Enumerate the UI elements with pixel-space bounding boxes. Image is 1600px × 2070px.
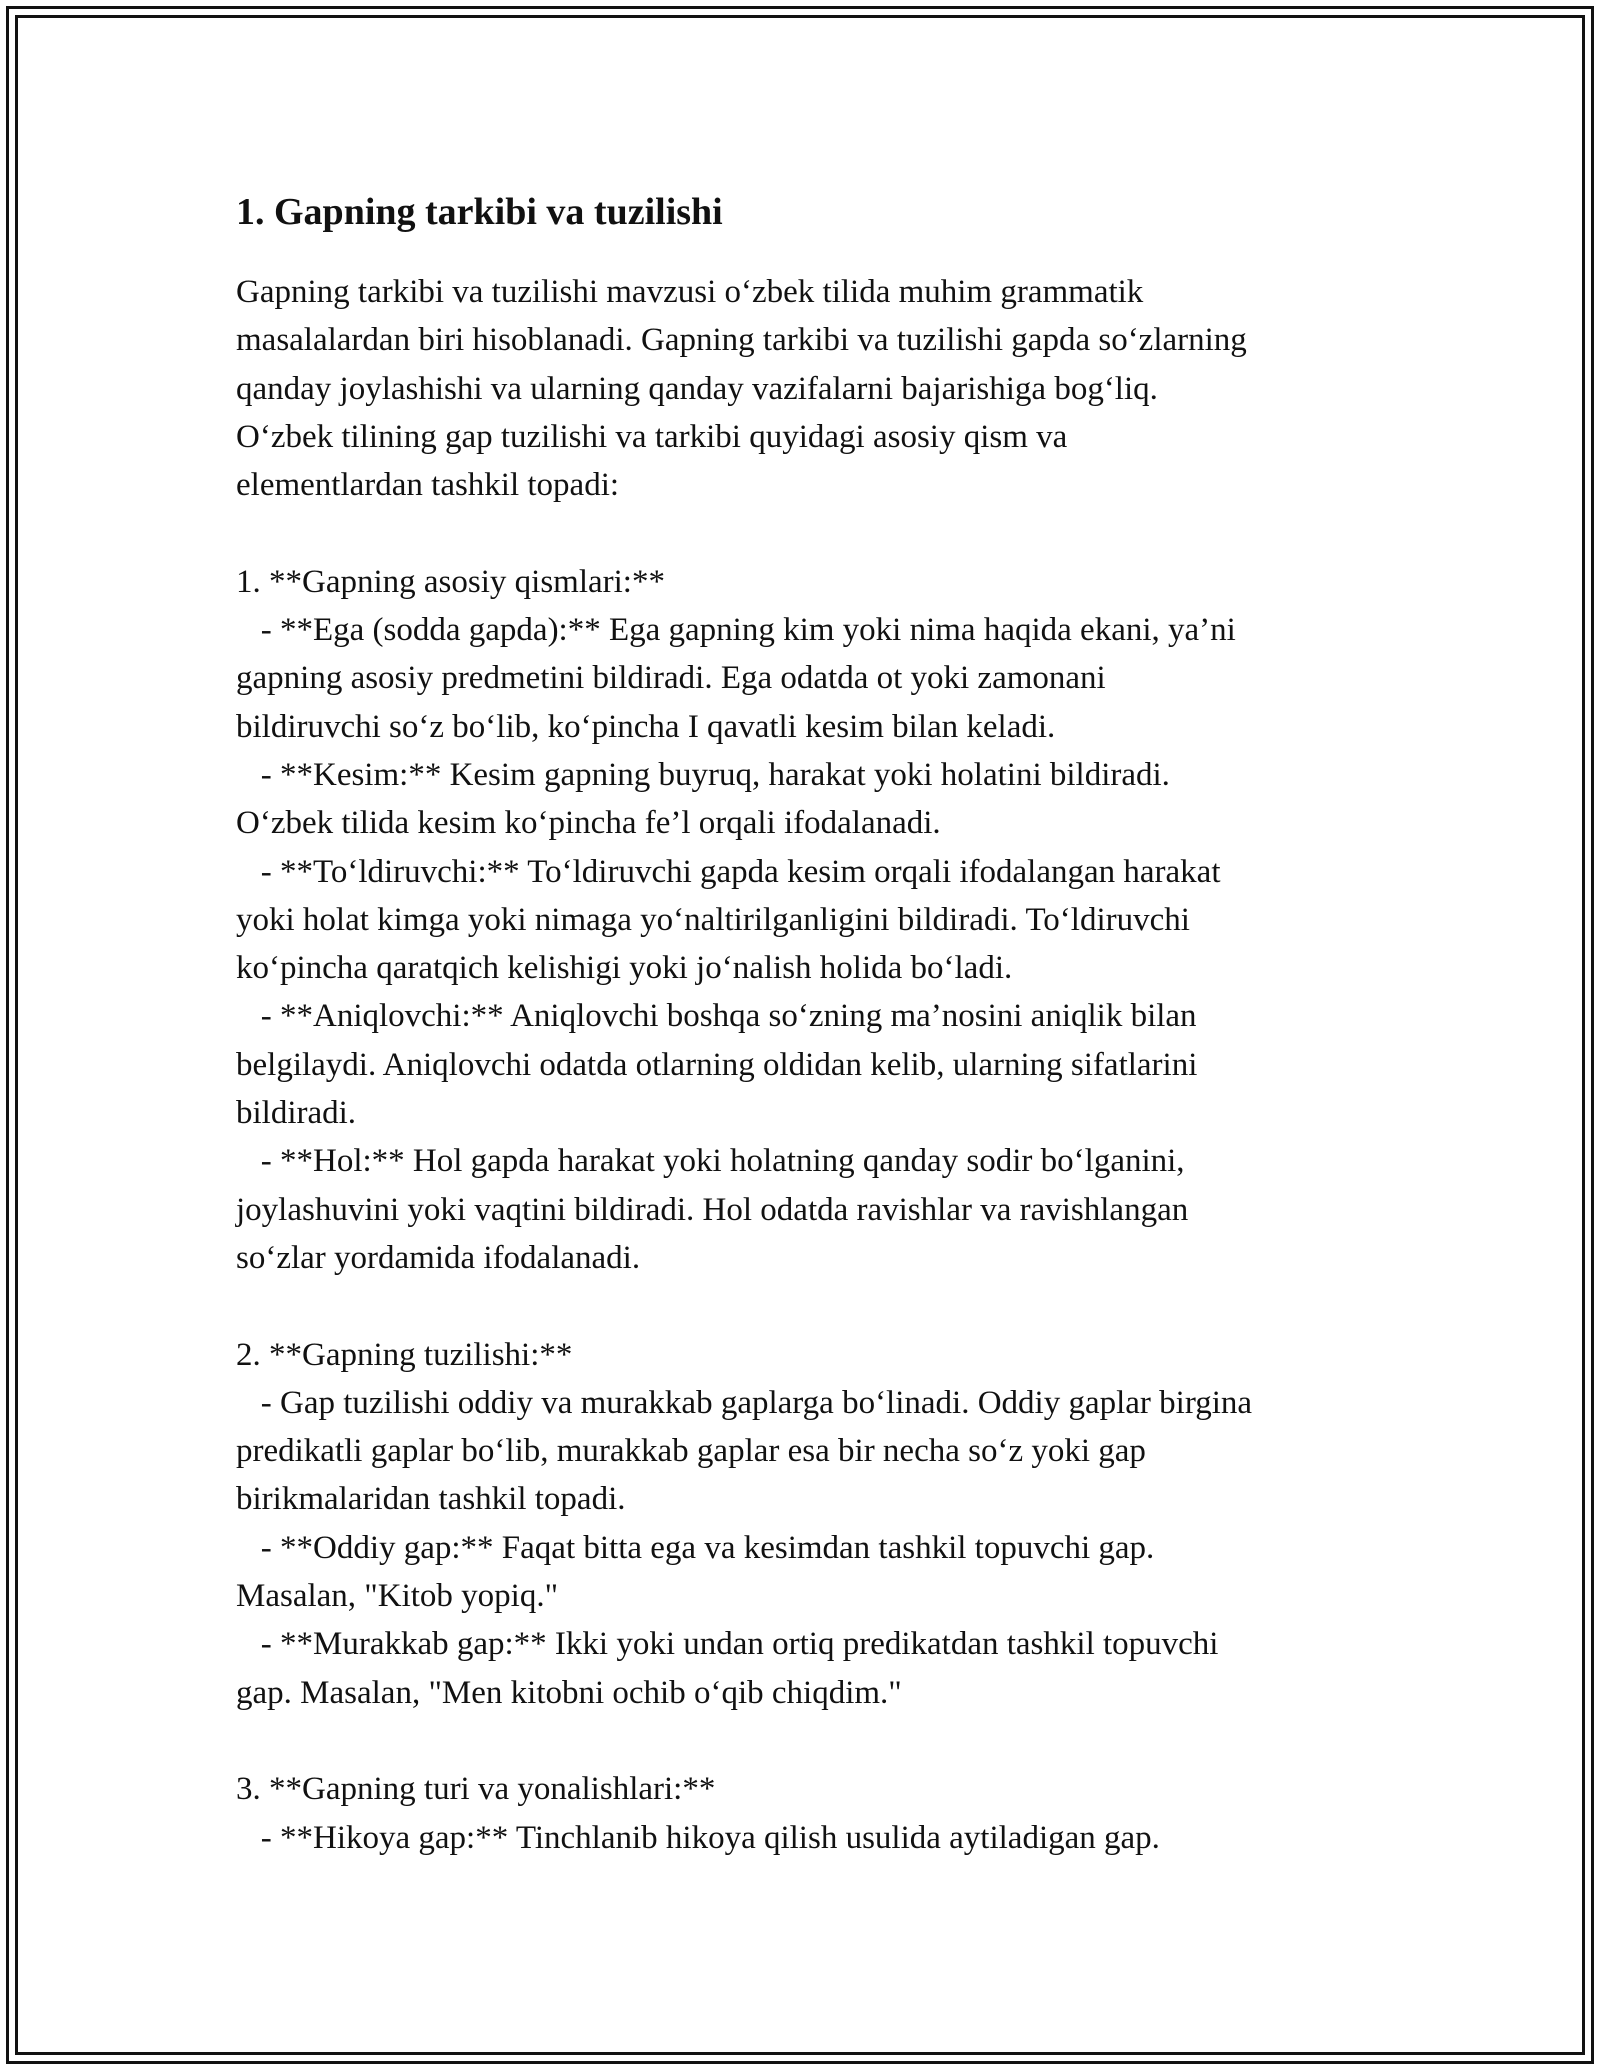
text-line: joylashuvini yoki vaqtini bildiradi. Hol odatda ravishlar va ravishlangan [236, 1191, 1189, 1228]
text-line: 1. **Gapning asosiy qismlari:** [236, 563, 665, 600]
text-line: - **Kesim:** Kesim gapning buyruq, harakat yoki holatini bildiradi. [236, 756, 1170, 793]
text-line: - **Ega (sodda gapda):** Ega gapning kim yoki nima haqida ekani, ya’ni [236, 612, 1236, 649]
text-line: gap. Masalan, "Men kitobni ochib oʻqib chiqdim." [236, 1674, 902, 1711]
text-line: 3. **Gapning turi va yonalishlari:** [236, 1771, 716, 1808]
document-text [236, 268, 1396, 1862]
text-line: bildiradi. [236, 1095, 357, 1132]
blank-line [236, 1717, 1396, 1765]
text-line: birikmalaridan tashkil topadi. [236, 1481, 626, 1518]
text-line: - **Hol:** Hol gapda harakat yoki holatning qanday sodir boʻlganini, [236, 1143, 1185, 1180]
text-line: koʻpincha qaratqich kelishigi yoki joʻnalish holida boʻladi. [236, 950, 1013, 987]
text-line: bildiruvchi soʻz boʻlib, koʻpincha I qavatli kesim bilan keladi. [236, 708, 1056, 745]
text-line: qanday joylashishi va ularning qanday vazifalarni bajarishiga bogʻliq. [236, 370, 1158, 407]
document-body [236, 186, 1396, 1862]
text-line: belgilaydi. Aniqlovchi odatda otlarning oldidan kelib, ularning sifatlarini [236, 1046, 1198, 1083]
text-line: - **Hikoya gap:** Tinchlanib hikoya qilish usulida aytiladigan gap. [236, 1819, 1160, 1856]
document-heading: 1. Gapning tarkibi va tuzilishi [236, 191, 723, 233]
text-line: masalalardan biri hisoblanadi. Gapning tarkibi va tuzilishi gapda soʻzlarning [236, 322, 1247, 359]
text-line: predikatli gaplar boʻlib, murakkab gaplar esa bir necha soʻz yoki gap [236, 1433, 1146, 1470]
blank-line [236, 509, 1396, 557]
text-line: gapning asosiy predmetini bildiradi. Ega odatda ot yoki zamonani [236, 660, 1106, 697]
text-line: yoki holat kimga yoki nimaga yoʻnaltirilganligini bildiradi. Toʻldiruvchi [236, 901, 1190, 938]
text-line: - **Aniqlovchi:** Aniqlovchi boshqa soʻzning ma’nosini aniqlik bilan [236, 998, 1197, 1035]
text-line: Oʻzbek tilining gap tuzilishi va tarkibi quyidagi asosiy qism va [236, 418, 1068, 455]
text-line: 2. **Gapning tuzilishi:** [236, 1336, 573, 1373]
text-line: elementlardan tashkil topadi: [236, 467, 620, 504]
text-line: soʻzlar yordamida ifodalanadi. [236, 1239, 641, 1276]
text-line: Oʻzbek tilida kesim koʻpincha fe’l orqali ifodalanadi. [236, 805, 941, 842]
blank-line [236, 1282, 1396, 1330]
text-line: - Gap tuzilishi oddiy va murakkab gaplarga boʻlinadi. Oddiy gaplar birgina [236, 1384, 1253, 1421]
text-line: - **Oddiy gap:** Faqat bitta ega va kesimdan tashkil topuvchi gap. [236, 1529, 1155, 1566]
text-line: - **Murakkab gap:** Ikki yoki undan ortiq predikatdan tashkil topuvchi [236, 1626, 1219, 1663]
text-line: - **Toʻldiruvchi:** Toʻldiruvchi gapda kesim orqali ifodalangan harakat [236, 853, 1221, 890]
text-line: Gapning tarkibi va tuzilishi mavzusi oʻzbek tilida muhim grammatik [236, 274, 1144, 310]
text-line: Masalan, "Kitob yopiq." [236, 1578, 559, 1615]
